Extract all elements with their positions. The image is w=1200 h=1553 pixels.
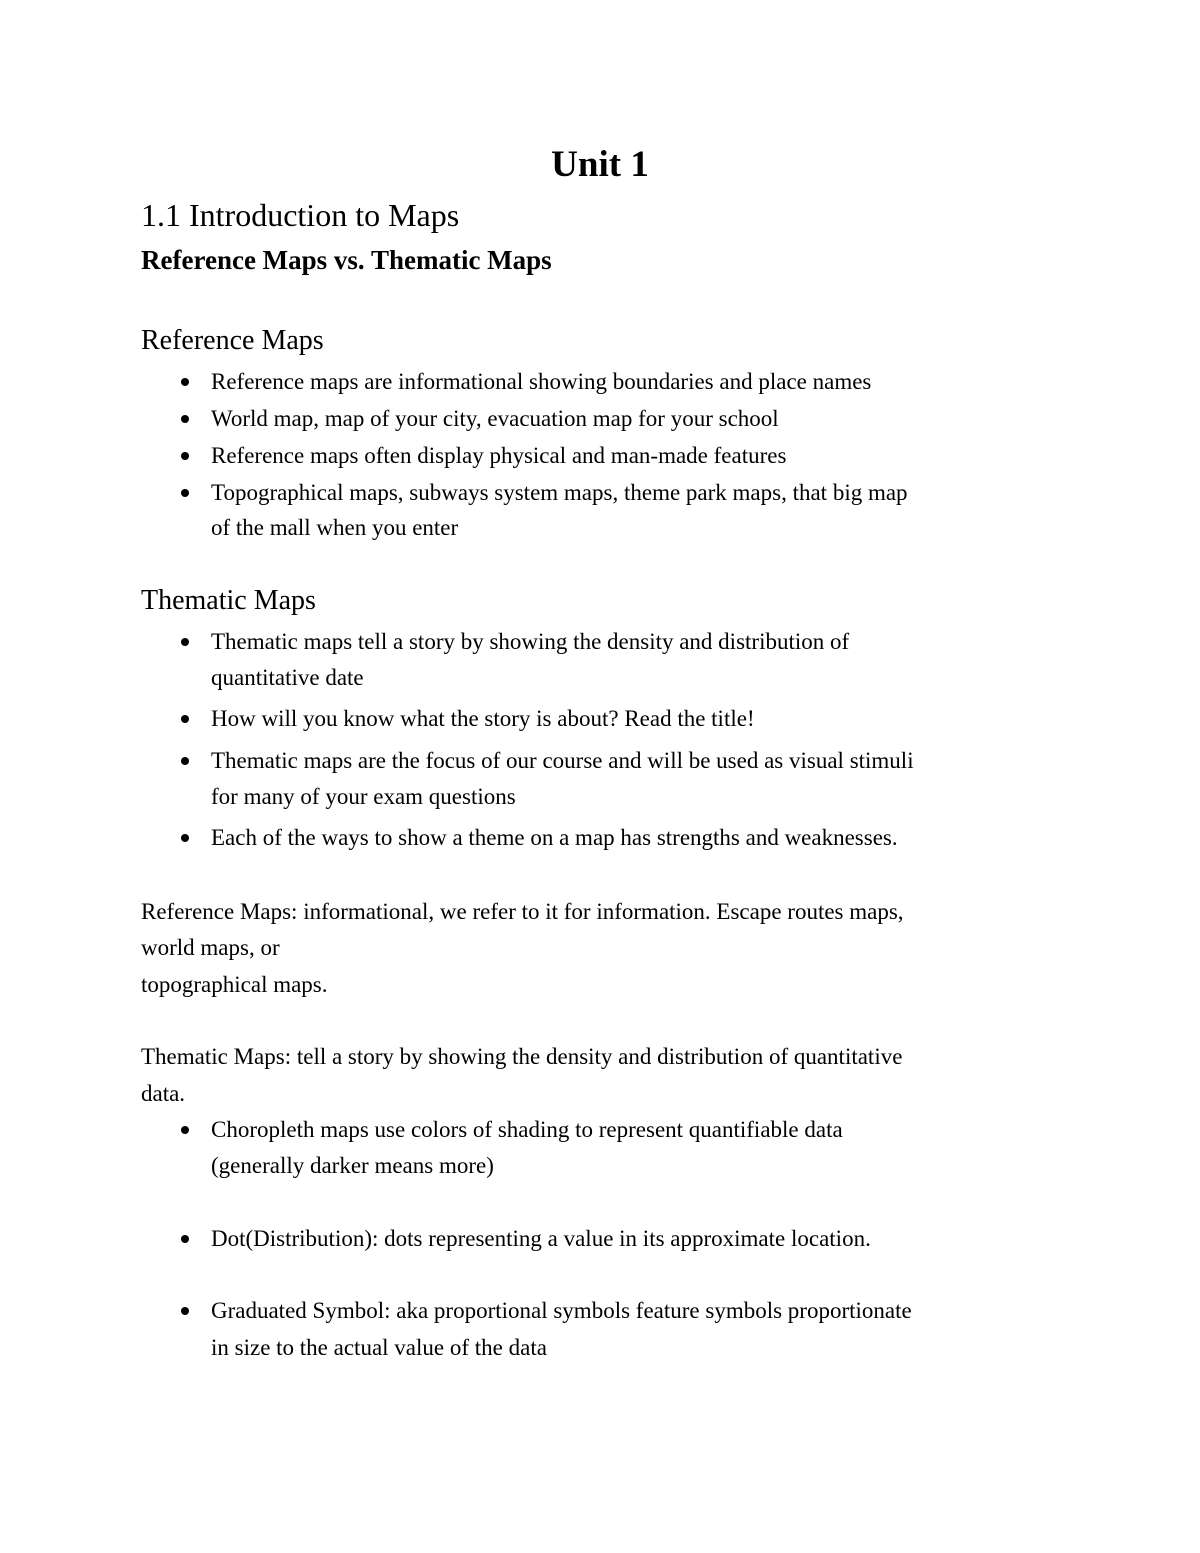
thematic-paragraph-line: data. xyxy=(141,1081,186,1106)
reference-paragraph-line: world maps, or xyxy=(141,935,280,960)
reference-maps-heading: Reference Maps xyxy=(141,325,324,356)
thematic-maps-heading: Thematic Maps xyxy=(141,585,316,616)
list-item: Choropleth maps use colors of shading to represent quantifiable data xyxy=(211,1117,843,1142)
bullet-icon xyxy=(181,1235,189,1243)
list-item-continuation: in size to the actual value of the data xyxy=(211,1335,547,1360)
list-item-continuation: for many of your exam questions xyxy=(211,784,516,809)
list-item-continuation: quantitative date xyxy=(211,665,364,690)
bullet-icon xyxy=(181,452,189,460)
list-item: Dot(Distribution): dots representing a value in its approximate location. xyxy=(211,1226,871,1251)
comparison-heading: Reference Maps vs. Thematic Maps xyxy=(141,245,552,275)
list-item: Topographical maps, subways system maps, theme park maps, that big map xyxy=(211,480,908,505)
list-item-continuation: (generally darker means more) xyxy=(211,1153,494,1178)
bullet-icon xyxy=(181,489,189,497)
thematic-paragraph-line: Thematic Maps: tell a story by showing the density and distribution of quantitative xyxy=(141,1044,903,1069)
reference-paragraph-line: topographical maps. xyxy=(141,972,328,997)
list-item: Thematic maps are the focus of our course and will be used as visual stimuli xyxy=(211,748,914,773)
list-item: Each of the ways to show a theme on a map has strengths and weaknesses. xyxy=(211,825,898,850)
bullet-icon xyxy=(181,1307,189,1315)
bullet-icon xyxy=(181,415,189,423)
bullet-icon xyxy=(181,834,189,842)
list-item-continuation: of the mall when you enter xyxy=(211,515,459,540)
bullet-icon xyxy=(181,715,189,723)
list-item: Graduated Symbol: aka proportional symbols feature symbols proportionate xyxy=(211,1298,912,1323)
list-item: Reference maps often display physical and man-made features xyxy=(211,443,787,468)
list-item: Reference maps are informational showing boundaries and place names xyxy=(211,369,872,394)
bullet-icon xyxy=(181,757,189,765)
list-item: Thematic maps tell a story by showing the density and distribution of xyxy=(211,629,850,654)
reference-paragraph-line: Reference Maps: informational, we refer to it for information. Escape routes maps, xyxy=(141,899,904,924)
bullet-icon xyxy=(181,378,189,386)
section-subtitle: 1.1 Introduction to Maps xyxy=(141,197,460,233)
bullet-icon xyxy=(181,1126,189,1134)
bullet-icon xyxy=(181,638,189,646)
list-item: World map, map of your city, evacuation map for your school xyxy=(211,406,779,431)
document-title: Unit 1 xyxy=(551,144,649,185)
list-item: How will you know what the story is about? Read the title! xyxy=(211,706,755,731)
